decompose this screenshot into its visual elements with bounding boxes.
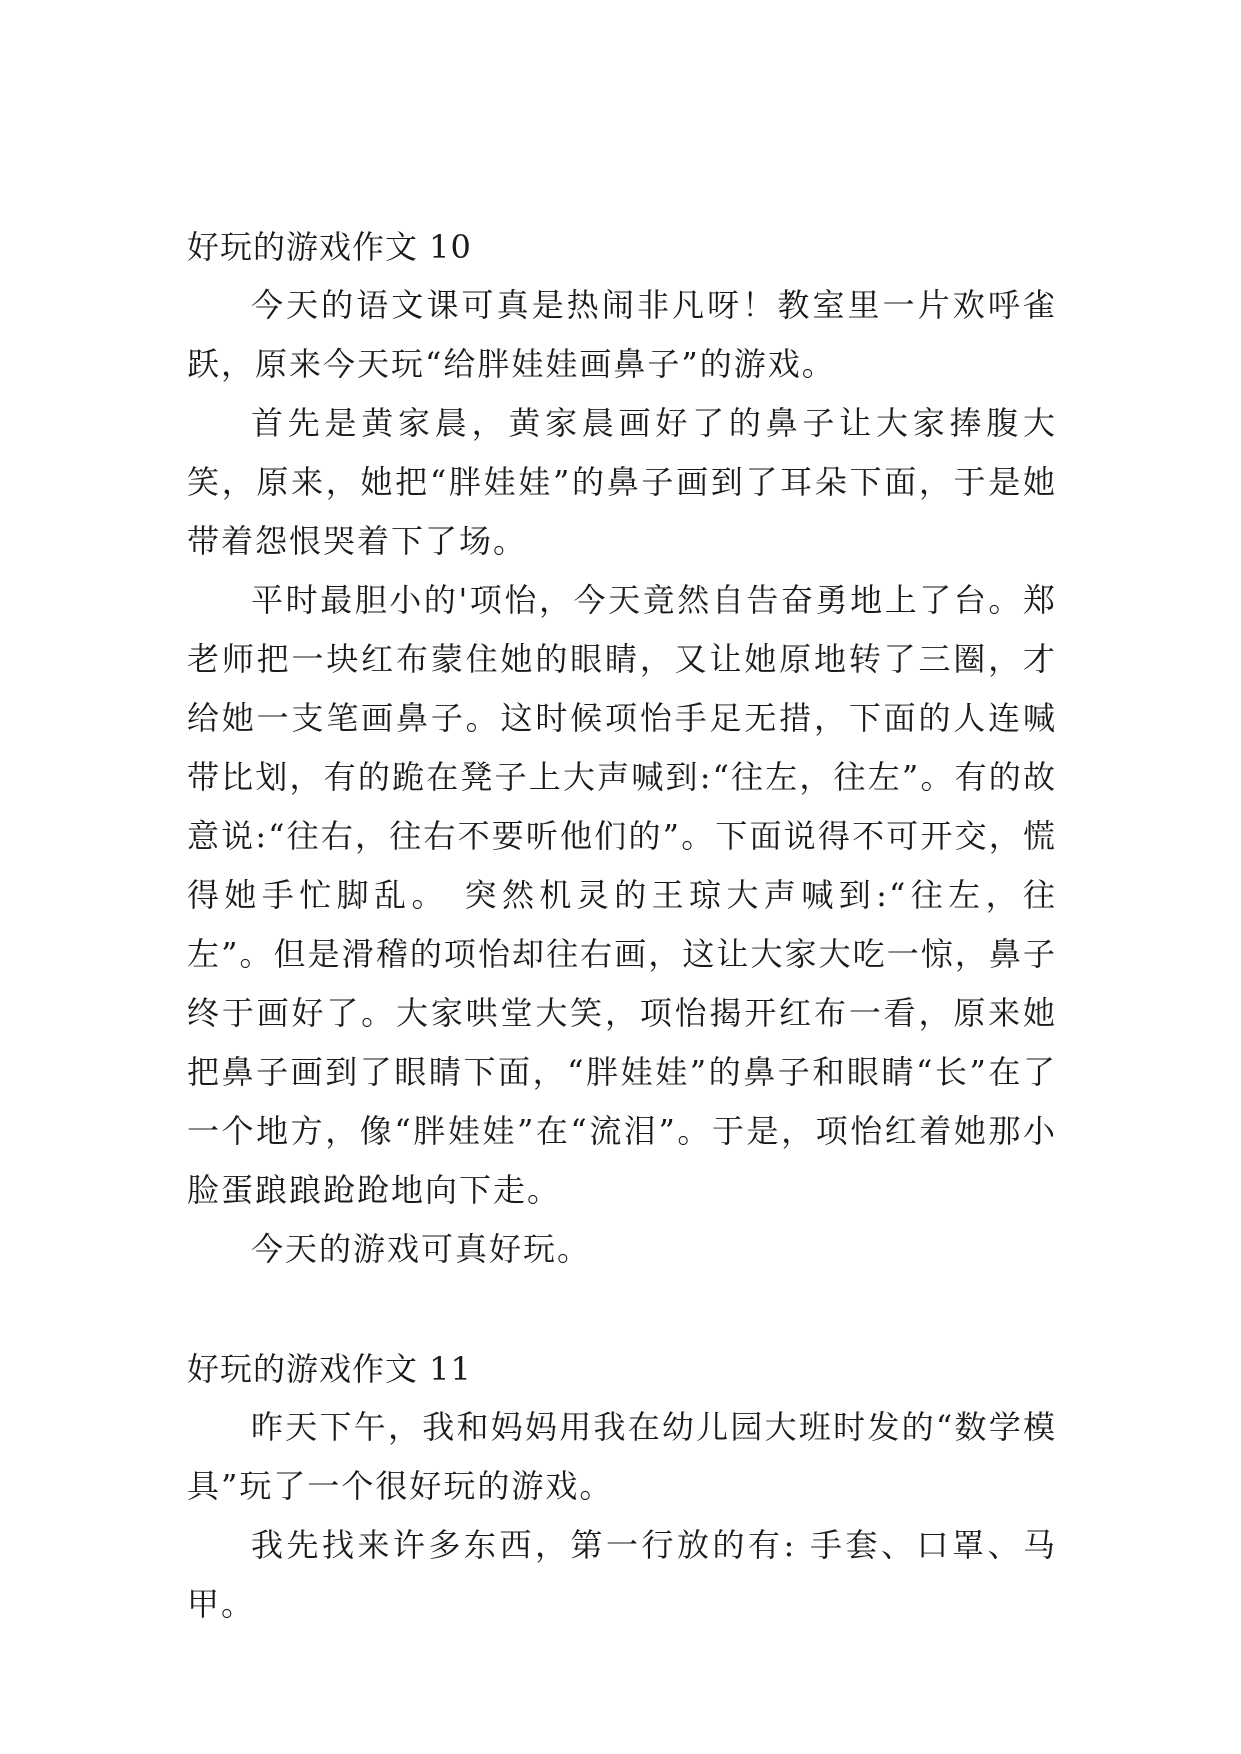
paragraph: 昨天下午，我和妈妈用我在幼儿园大班时发的“数学模具”玩了一个很好玩的游戏。 xyxy=(187,1408,1057,1505)
essay-11 xyxy=(187,1340,1057,1634)
essay-title: 好玩的游戏作文 10 xyxy=(187,228,472,266)
section-spacer xyxy=(187,1279,1057,1340)
paragraph: 今天的游戏可真好玩。 xyxy=(251,1230,592,1268)
essay-title: 好玩的游戏作文 11 xyxy=(187,1350,472,1388)
paragraph: 首先是黄家晨，黄家晨画好了的鼻子让大家捧腹大笑，原来，她把“胖娃娃”的鼻子画到了耳朵下面，于是她带着怨恨哭着下了场。 xyxy=(187,404,1057,560)
paragraph: 今天的语文课可真是热闹非凡呀！教室里一片欢呼雀跃，原来今天玩“给胖娃娃画鼻子”的游戏。 xyxy=(187,286,1057,383)
essay-10 xyxy=(187,218,1057,1279)
paragraph: 我先找来许多东西，第一行放的有: 手套、口罩、马甲。 xyxy=(187,1526,1057,1623)
paragraph: 平时最胆小的'项怡，今天竟然自告奋勇地上了台。郑老师把一块红布蒙住她的眼睛，又让她原地转了三圈，才给她一支笔画鼻子。这时候项怡手足无措，下面的人连喊带比划，有的跪在凳子上大声喊到:“往左，往左”。有的故意说:“往右，往右不要听他们的”。下面说得不可开交，慌得她手忙脚乱。 突然机灵的王琼大声喊到:“往左，往左”。但是滑稽的项怡却往右画，这让大家大吃一惊，鼻子终于画好了。大家哄堂大笑，项怡揭开红布一看，原来她把鼻子画到了眼睛下面，“胖娃娃”的鼻子和眼睛“长”在了一个地方，像“胖娃娃”在“流泪”。于是，项怡红着她那小脸蛋踉踉跄跄地向下走。 xyxy=(187,581,1057,1209)
document-page xyxy=(187,218,1057,1634)
